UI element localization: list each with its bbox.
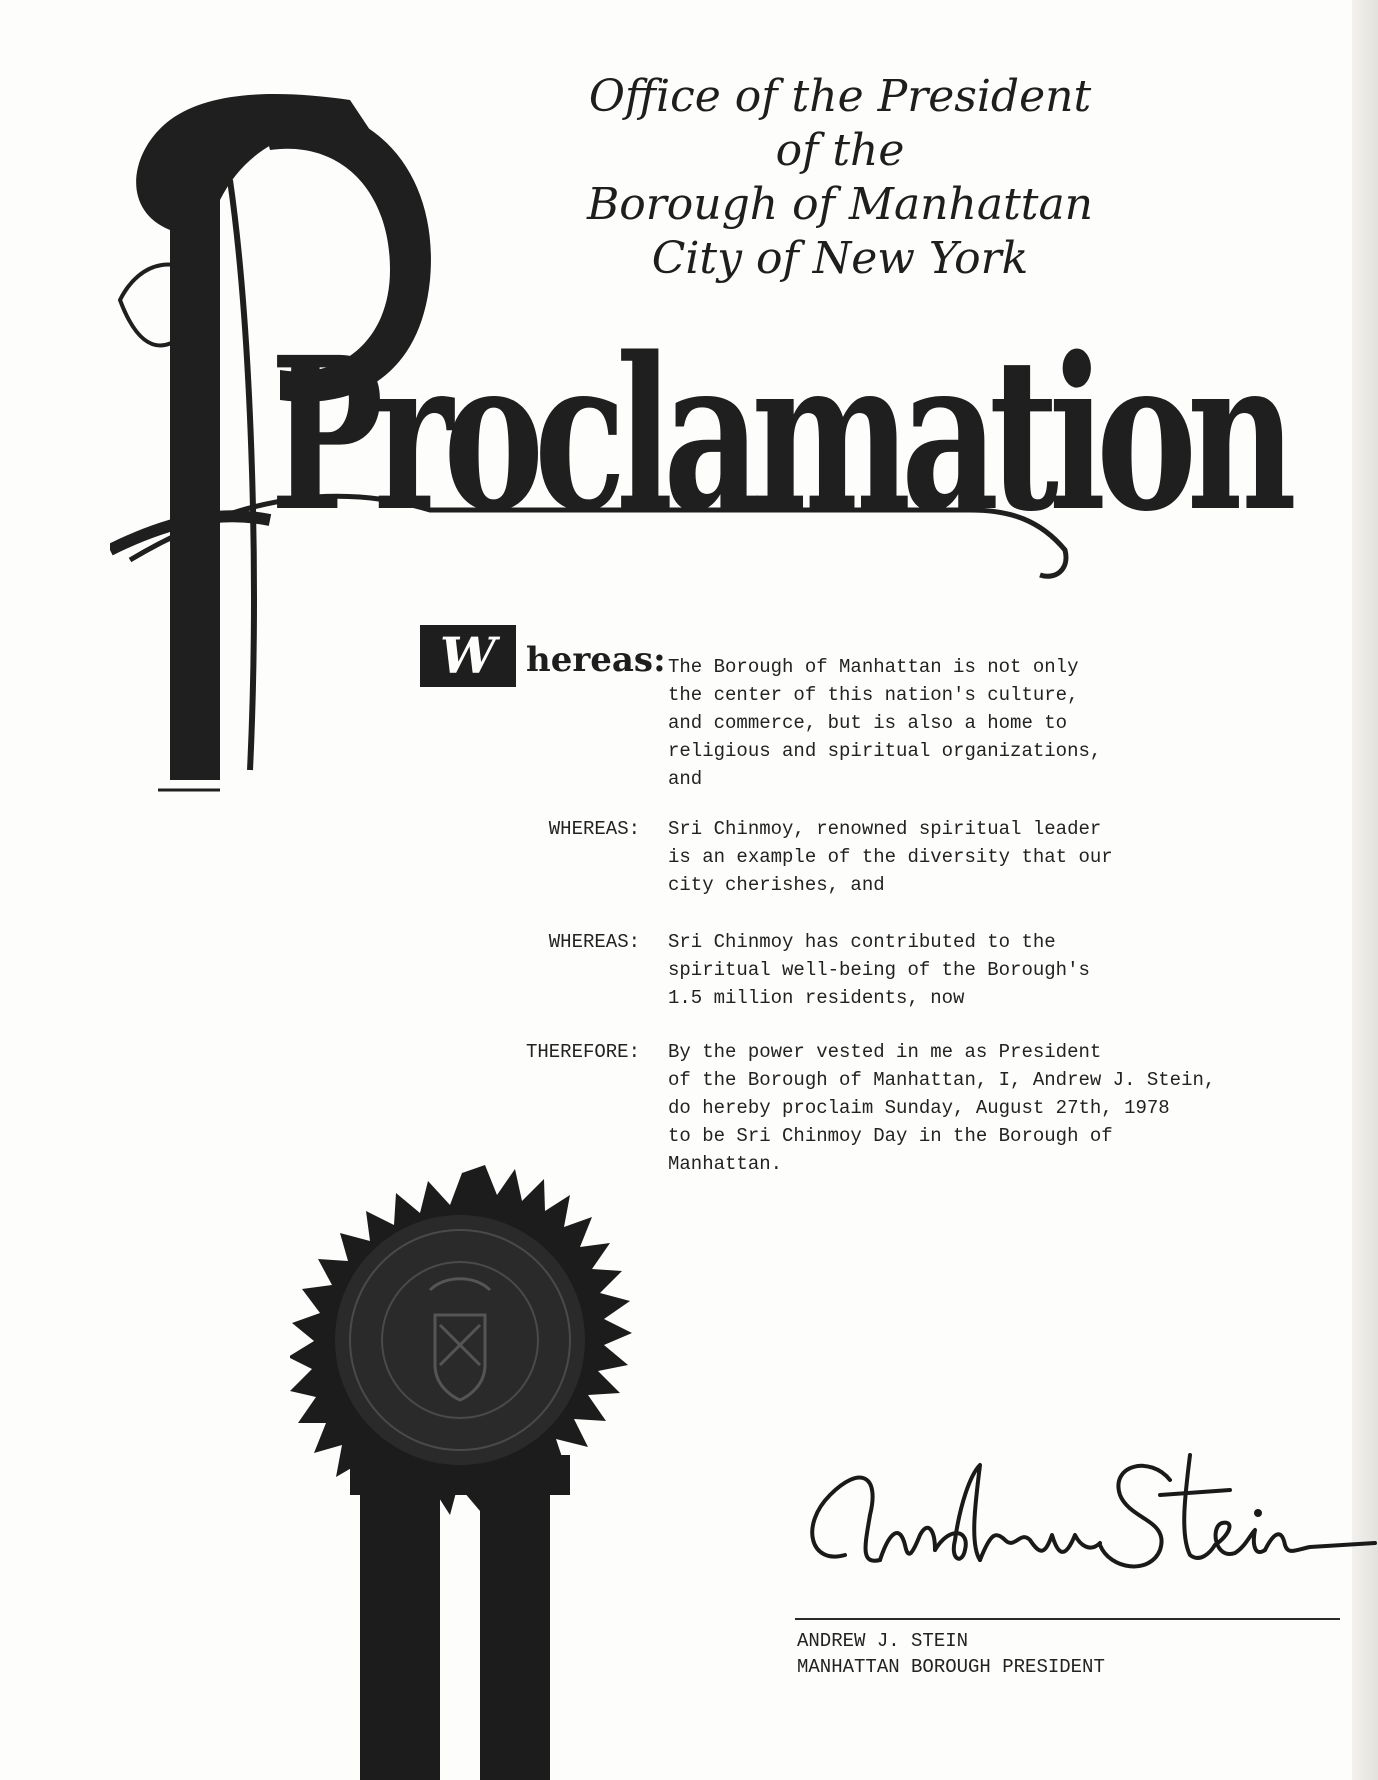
signatory-title: MANHATTAN BOROUGH PRESIDENT — [797, 1656, 1105, 1678]
header-line-2: of the — [775, 125, 905, 176]
clause-3-label: WHEREAS: — [548, 931, 640, 953]
seal-ribbon-icon — [350, 1455, 570, 1780]
whereas-initial-box: W — [420, 625, 516, 687]
signatory-block — [797, 1628, 1105, 1680]
whereas-heading: hereas: — [526, 640, 666, 680]
clause-2-label: WHEREAS: — [548, 818, 640, 840]
clause-4-label: THEREFORE: — [525, 1041, 640, 1063]
signature-line — [795, 1618, 1340, 1620]
signatory-name: ANDREW J. STEIN — [797, 1630, 969, 1652]
borough-seal-icon — [290, 1165, 680, 1780]
clause-3-text: Sri Chinmoy has contributed to the spiritual well-being of the Borough's 1.5 million residents, now — [668, 931, 1090, 1009]
clause-2-text: Sri Chinmoy, renowned spiritual leader is an example of the diversity that our city cherishes, and — [668, 818, 1113, 896]
proclamation-title: Proclamation — [270, 311, 1287, 558]
clause-4-text: By the power vested in me as President of the Borough of Manhattan, I, Andrew J. Stein, do hereby proclaim Sunday, August 27th, 1978 to be Sri Chinmoy Day in the Borough of Manhattan. — [668, 1041, 1216, 1175]
clause-1-text: The Borough of Manhattan is not only the center of this nation's culture, and commerce, but is also a home to religious and spiritual organizations, and — [668, 656, 1102, 790]
header-line-1: Office of the President — [588, 71, 1092, 122]
header-line-3: Borough of Manhattan — [586, 179, 1094, 230]
handwritten-signature-icon — [790, 1435, 1378, 1610]
header-line-4: City of New York — [651, 233, 1029, 284]
